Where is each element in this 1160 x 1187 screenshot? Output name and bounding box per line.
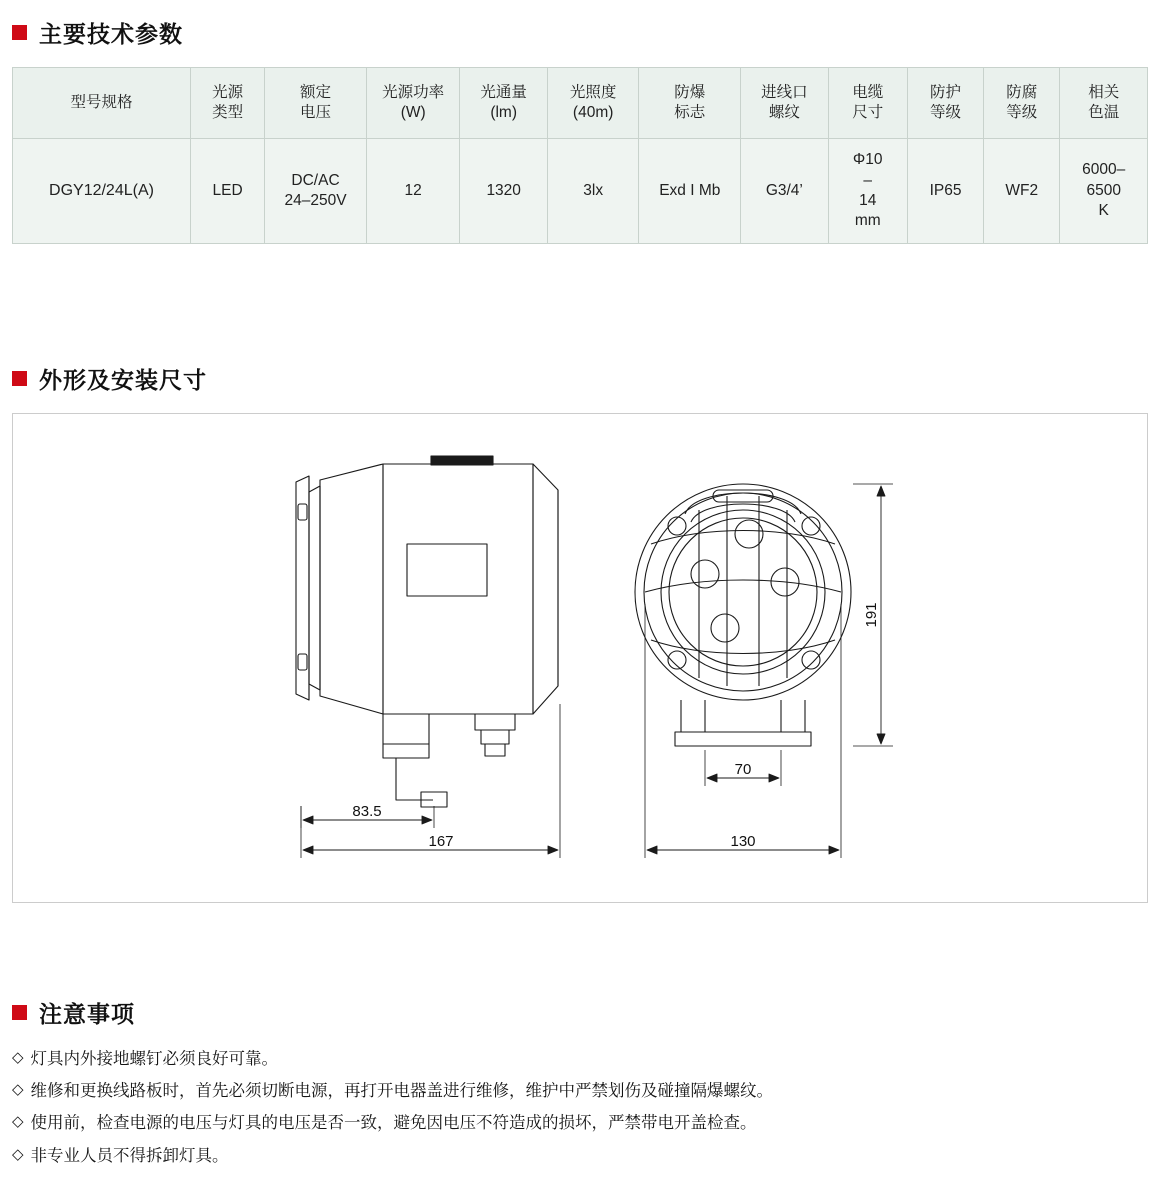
guard-top-arc-2 (691, 504, 795, 522)
cell-cable-size (828, 139, 907, 244)
header-line: 电缆 (852, 83, 884, 101)
cell-line: WF2 (1005, 181, 1039, 199)
cell-ip-rating (907, 139, 983, 244)
column-header-model (13, 68, 191, 139)
header-line: 额定 (300, 83, 332, 101)
led-spot (691, 560, 719, 588)
column-header-corrosion-rating (984, 68, 1060, 139)
header-line: (lm) (490, 104, 518, 121)
column-header-ex-marking (639, 68, 741, 139)
cell-rated-voltage (265, 139, 367, 244)
specs-header-row (13, 68, 1148, 139)
cell-line: Exd I Mb (659, 181, 721, 199)
cell-line: 3lx (583, 181, 604, 199)
header-line: 色温 (1088, 104, 1120, 121)
list-item (12, 1075, 1148, 1107)
cell-line: DC/AC (291, 171, 340, 189)
notes-heading (12, 996, 1148, 1029)
header-line: 尺寸 (852, 104, 884, 121)
cell-line: Φ10 (852, 151, 883, 169)
cell-line: 14 (859, 192, 877, 209)
header-line: 螺纹 (768, 104, 800, 121)
diamond-bullet-icon: ◇ (12, 1049, 24, 1066)
cell-line: K (1098, 202, 1109, 220)
header-line: 防腐 (1006, 83, 1038, 101)
header-line: 类型 (212, 104, 244, 121)
list-item (12, 1043, 1148, 1075)
cell-line: – (863, 171, 873, 189)
notes-heading-text: 注意事项 (39, 1001, 135, 1027)
gland-nut-2 (481, 730, 509, 744)
cell-corrosion-rating (984, 139, 1060, 244)
guard-handle (713, 490, 773, 502)
cell-line: 6500 (1086, 181, 1121, 199)
bracket-hole-bottom (298, 654, 307, 670)
column-header-illuminance (547, 68, 639, 139)
column-header-ip-rating (907, 68, 983, 139)
diamond-bullet-icon: ◇ (12, 1081, 24, 1099)
dim-label-191: 191 (863, 602, 880, 628)
cell-entry-thread (741, 139, 828, 244)
front-bolt (668, 517, 686, 535)
note-text: 使用前，检查电源的电压与灯具的电压是否一致，避免因电压不符造成的损坏，严禁带电开盖检查。 (30, 1114, 757, 1133)
bracket-hole-top (298, 504, 307, 520)
column-header-rated-voltage (265, 68, 367, 139)
notes-list (12, 1043, 1148, 1172)
header-line: 进线口 (761, 83, 808, 101)
cell-line: 1320 (486, 181, 521, 199)
dim-label-70: 70 (734, 761, 752, 778)
cell-power (366, 139, 460, 244)
column-header-luminous-flux (460, 68, 547, 139)
gland-nut-3 (485, 744, 505, 756)
side-gland-flange (383, 744, 429, 758)
specs-heading-text: 主要技术参数 (39, 21, 183, 47)
notes-section (12, 996, 1148, 1172)
front-bracket (681, 700, 805, 732)
header-line: 相关 (1088, 83, 1120, 101)
cell-color-temperature (1060, 139, 1148, 244)
side-rear-body (320, 464, 383, 714)
cell-model (13, 139, 191, 244)
dimensions-heading (12, 362, 1148, 395)
heading-marker-icon (12, 371, 27, 386)
cell-line: LED (212, 181, 243, 199)
header-line: (W) (400, 104, 426, 121)
cell-line: IP65 (929, 181, 962, 199)
front-bracket-plate (675, 732, 811, 746)
cell-line: 12 (404, 181, 422, 199)
dimension-drawing (13, 414, 1147, 902)
dim-label-83-5: 83.5 (352, 803, 382, 820)
side-foot-line (396, 758, 433, 800)
header-line: 标志 (674, 104, 706, 121)
diamond-bullet-icon: ◇ (12, 1145, 24, 1163)
specs-section (12, 16, 1148, 244)
cell-line: DGY12/24L(A) (49, 182, 154, 200)
column-header-source-type (190, 68, 264, 139)
dimension-drawing-frame (12, 413, 1148, 903)
column-header-entry-thread (741, 68, 828, 139)
header-line: 电压 (300, 104, 332, 121)
side-neck (309, 486, 320, 690)
cell-line: mm (854, 212, 881, 230)
header-line: 光源 (212, 83, 244, 101)
front-outer-ring (635, 484, 851, 700)
column-header-color-temperature (1060, 68, 1148, 139)
heading-marker-icon (12, 1005, 27, 1020)
cell-source-type (190, 139, 264, 244)
cell-luminous-flux (460, 139, 547, 244)
note-text: 非专业人员不得拆卸灯具。 (30, 1146, 229, 1165)
list-item (12, 1140, 1148, 1172)
led-spot (711, 614, 739, 642)
header-line: 防护 (930, 83, 962, 101)
dim-label-130: 130 (730, 833, 756, 850)
list-item (12, 1107, 1148, 1139)
side-front-bevel (533, 464, 558, 714)
front-bolt (802, 651, 820, 669)
side-main-housing (383, 464, 533, 714)
header-line: 型号规格 (70, 93, 133, 111)
heading-marker-icon (12, 25, 27, 40)
side-gland-boss (383, 714, 429, 744)
specs-heading (12, 16, 1148, 49)
header-line: (40m) (572, 104, 614, 121)
note-text: 维修和更换线路板时，首先必须切断电源，再打开电器盖进行维修，维护中严禁划伤及碰撞隔爆螺纹。 (30, 1082, 774, 1101)
front-outer-ring-inner (644, 493, 842, 691)
header-line: 等级 (1006, 104, 1038, 121)
cell-line: G3/4’ (765, 181, 803, 199)
column-header-power (366, 68, 460, 139)
note-text: 灯具内外接地螺钉必须良好可靠。 (30, 1050, 279, 1068)
specs-table (12, 67, 1148, 244)
dimensions-section (12, 362, 1148, 903)
dim-label-167: 167 (428, 833, 454, 850)
header-line: 等级 (930, 104, 962, 121)
cell-line: 6000– (1082, 161, 1126, 179)
column-header-cable-size (828, 68, 907, 139)
dimensions-heading-text: 外形及安装尺寸 (39, 367, 207, 393)
table-row (13, 139, 1148, 244)
cell-illuminance (547, 139, 639, 244)
guard-ring (645, 580, 841, 592)
header-line: 防爆 (674, 83, 706, 101)
cell-line: 24–250V (284, 192, 347, 209)
side-top-lid (431, 456, 493, 465)
header-line: 光通量 (480, 83, 527, 101)
cell-ex-marking (639, 139, 741, 244)
gland-nut-1 (475, 714, 515, 730)
header-line: 光照度 (569, 83, 617, 101)
side-panel-detail (407, 544, 487, 596)
header-line: 光源功率 (382, 83, 445, 101)
diamond-bullet-icon: ◇ (12, 1113, 24, 1131)
